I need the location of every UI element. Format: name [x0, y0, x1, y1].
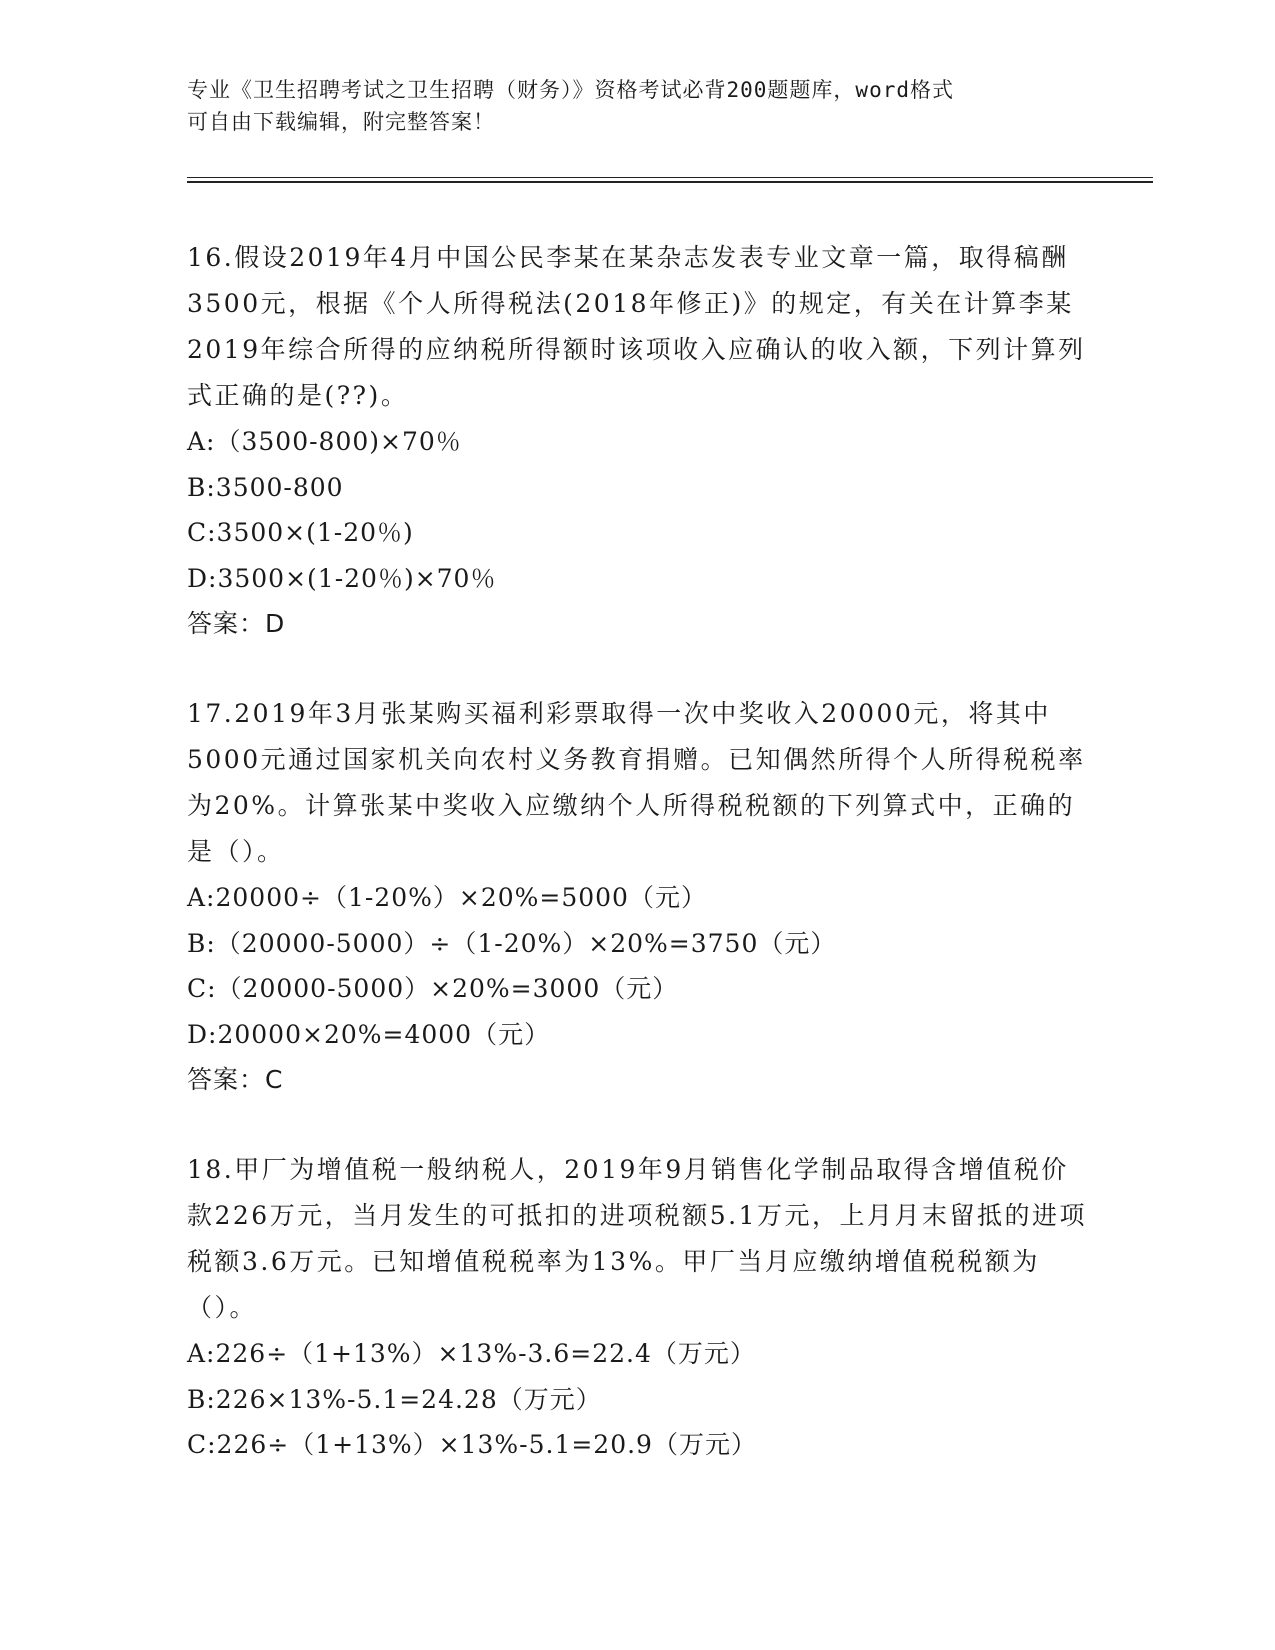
header-line-1: 专业《卫生招聘考试之卫生招聘（财务）》资格考试必背200题题库，word格式: [187, 78, 954, 102]
option-c: C:（20000-5000）×20%=3000（元）: [187, 974, 679, 1003]
option-d: D:3500×(1-20％)×70％: [187, 563, 497, 593]
option-c: C:226÷（1+13%）×13%-5.1=20.9（万元）: [187, 1430, 757, 1459]
option-c: C:3500×(1-20％): [187, 518, 414, 547]
answer-label: 答案：C: [187, 1065, 284, 1094]
option-b: B:（20000-5000）÷（1-20%）×20%=3750（元）: [187, 928, 837, 958]
question-16: [187, 235, 1087, 647]
question-18: [187, 1147, 1087, 1468]
question-list: [187, 235, 1087, 1512]
header-divider-thick: [187, 181, 1153, 183]
question-stem: 17.2019年3月张某购买福利彩票取得一次中奖收入20000元，将其中5000元通过国家机关向农村义务教育捐赠。已知偶然所得个人所得税税率为20%。计算张某中奖收入应缴纳个人所得税税额的下列算式中，正确的是（）。: [187, 699, 1086, 866]
answer-label: 答案：D: [187, 609, 286, 638]
option-d: D:20000×20%=4000（元）: [187, 1019, 551, 1049]
header-divider-thin: [187, 177, 1153, 178]
question-stem: 16.假设2019年4月中国公民李某在某杂志发表专业文章一篇，取得稿酬3500元，根据《个人所得税法(2018年修正)》的规定，有关在计算李某2019年综合所得的应纳税所得额时该项收入应确认的收入额，下列计算列式正确的是(??)。: [187, 243, 1086, 410]
option-a: A:226÷（1+13%）×13%-3.6=22.4（万元）: [187, 1339, 756, 1368]
header-line-2: 可自由下载编辑，附完整答案！: [187, 110, 495, 134]
document-header: [187, 74, 1087, 138]
option-a: A:（3500-800)×70％: [187, 427, 462, 456]
option-b: B:226×13%-5.1=24.28（万元）: [187, 1384, 602, 1414]
option-b: B:3500-800: [187, 472, 344, 502]
option-a: A:20000÷（1-20%）×20%=5000（元）: [187, 883, 707, 912]
question-stem: 18.甲厂为增值税一般纳税人，2019年9月销售化学制品取得含增值税价款226万元，当月发生的可抵扣的进项税额5.1万元，上月月末留抵的进项税额3.6万元。已知增值税税率为13%。甲厂当月应缴纳增值税税额为（）。: [187, 1155, 1087, 1322]
question-17: [187, 691, 1087, 1103]
